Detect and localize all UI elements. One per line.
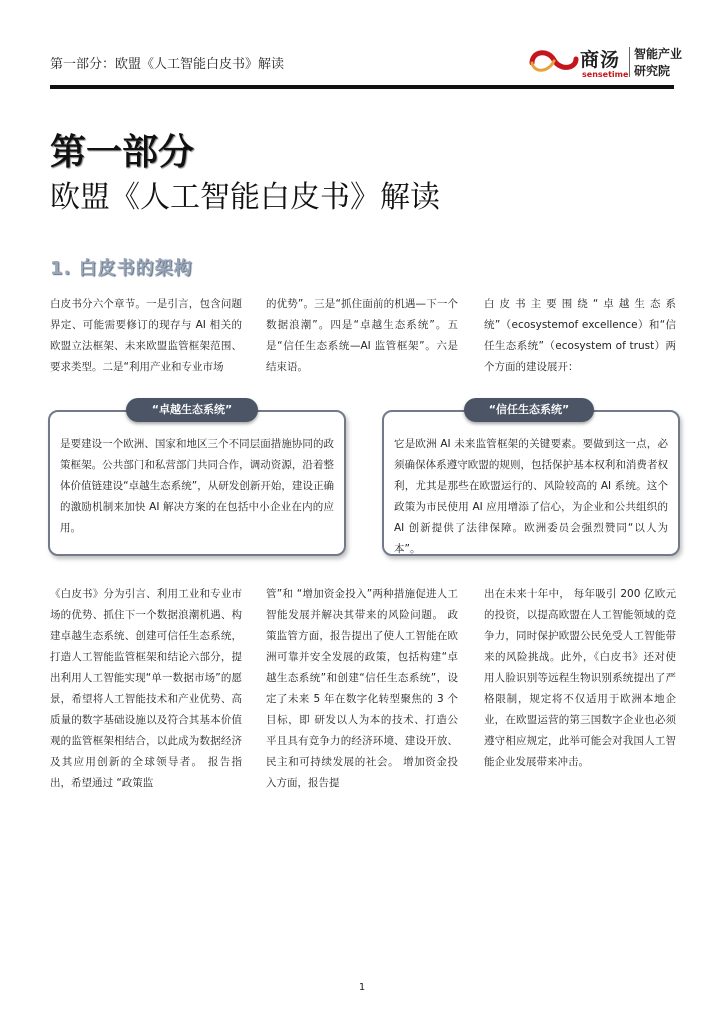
institute-name-line2: 研究院 (634, 64, 671, 78)
page-number: 1 (358, 982, 366, 993)
header-title: 第一部分：欧盟《人工智能白皮书》解读 (50, 57, 285, 72)
excellence-ecosystem-box (48, 410, 346, 556)
part-subheading: 欧盟《人工智能白皮书》解读 (50, 180, 440, 215)
sensetime-logo-icon (528, 47, 580, 75)
trust-ecosystem-label: “信任生态系统” (464, 398, 594, 422)
brand-name: 商汤 (580, 49, 621, 71)
trust-ecosystem-text: 它是欧洲 AI 未来监管框架的关键要素。要做到这一点，必须确保体系遵守欧盟的规则，包括保护基本权利和消费者权利，尤其是那些在欧盟运行的、风险较高的 AI 系统。这个政策为市民使用 AI 应用增添了信心，为企业和公共组织的 AI 创新提供了法律保障。欧洲委员会强烈赞同“以人为本”。 (394, 438, 668, 555)
intro-column-1: 白皮书分六个章节。一是引言，包含问题界定、可能需要修订的现存与 AI 相关的欧盟立法框架、未来欧盟监管框架范围、要求类型。二是“利用产业和专业市场 (50, 298, 242, 373)
brand-name-en: sensetime (582, 70, 629, 79)
intro-column-2: 的优势”。三是“抓住面前的机遇—下一个数据浪潮”。四是“卓越生态系统”。五是“信任生态系统—AI 监管框架”。六是结束语。 (266, 298, 458, 373)
body-column-2: 管”和 “增加资金投入”两种措施促进人工智能发展并解决其带来的风险问题。 政策监管方面，报告提出了使人工智能在欧洲可靠并安全发展的政策，包括构建“卓越生态系统”和创建“信任生态系统”，设定了未来 5 年在数字化转型聚焦的 3 个目标，即 研发以人为本的技术、打造公平且具有竞争力的经济环境、建设开放、民主和可持续发展的社会。 增加资金投入方面，报告提 (266, 588, 458, 789)
trust-ecosystem-box (382, 410, 680, 556)
section-heading: 1. 白皮书的架构 (50, 258, 193, 279)
body-column-1: 《白皮书》分为引言、利用工业和专业市场的优势、抓住下一个数据浪潮机遇、构建卓越生态系统、创建可信任生态系统，打造人工智能监管框架和结论六部分，提出利用人工智能实现“单一数据市场”的愿景，希望将人工智能技术和产业优势、高质量的数字基础设施以及符合其基本价值观的监管框架相结合，以此成为数据经济及其应用创新的全球领导者。 报告指出，希望通过 “政策监 (50, 588, 242, 789)
institute-name-line1: 智能产业 (634, 47, 683, 61)
logo-divider (629, 47, 630, 77)
body-column-3: 出在未来十年中， 每年吸引 200 亿欧元的投资，以提高欧盟在人工智能领域的竞争力，同时保护欧盟公民免受人工智能带来的风险挑战。此外，《白皮书》还对使用人脸识别等远程生物识别系统提出了严格限制，规定将不仅适用于欧洲本地企业，在欧盟运营的第三国数字企业也必须遵守相应规定，此举可能会对我国人工智能企业发展带来冲击。 (484, 588, 676, 768)
part-heading: 第一部分 (50, 131, 195, 173)
excellence-ecosystem-label: “卓越生态系统” (126, 398, 258, 422)
sensetime-logo (528, 43, 688, 83)
intro-column-3: 白皮书主要围绕“卓越生态系统”（ecosystemof excellence）和“信任生态系统”（ecosystem of trust）两个方面的建设展开： (484, 298, 676, 373)
header-rule (50, 85, 674, 89)
excellence-ecosystem-text: 是要建设一个欧洲、国家和地区三个不同层面措施协同的政策框架。公共部门和私营部门共同合作，调动资源，沿着整体价值链建设“卓越生态系统”，从研发创新开始，建设正确的激励机制来加快 AI 解决方案的在包括中小企业在内的应用。 (60, 438, 334, 534)
